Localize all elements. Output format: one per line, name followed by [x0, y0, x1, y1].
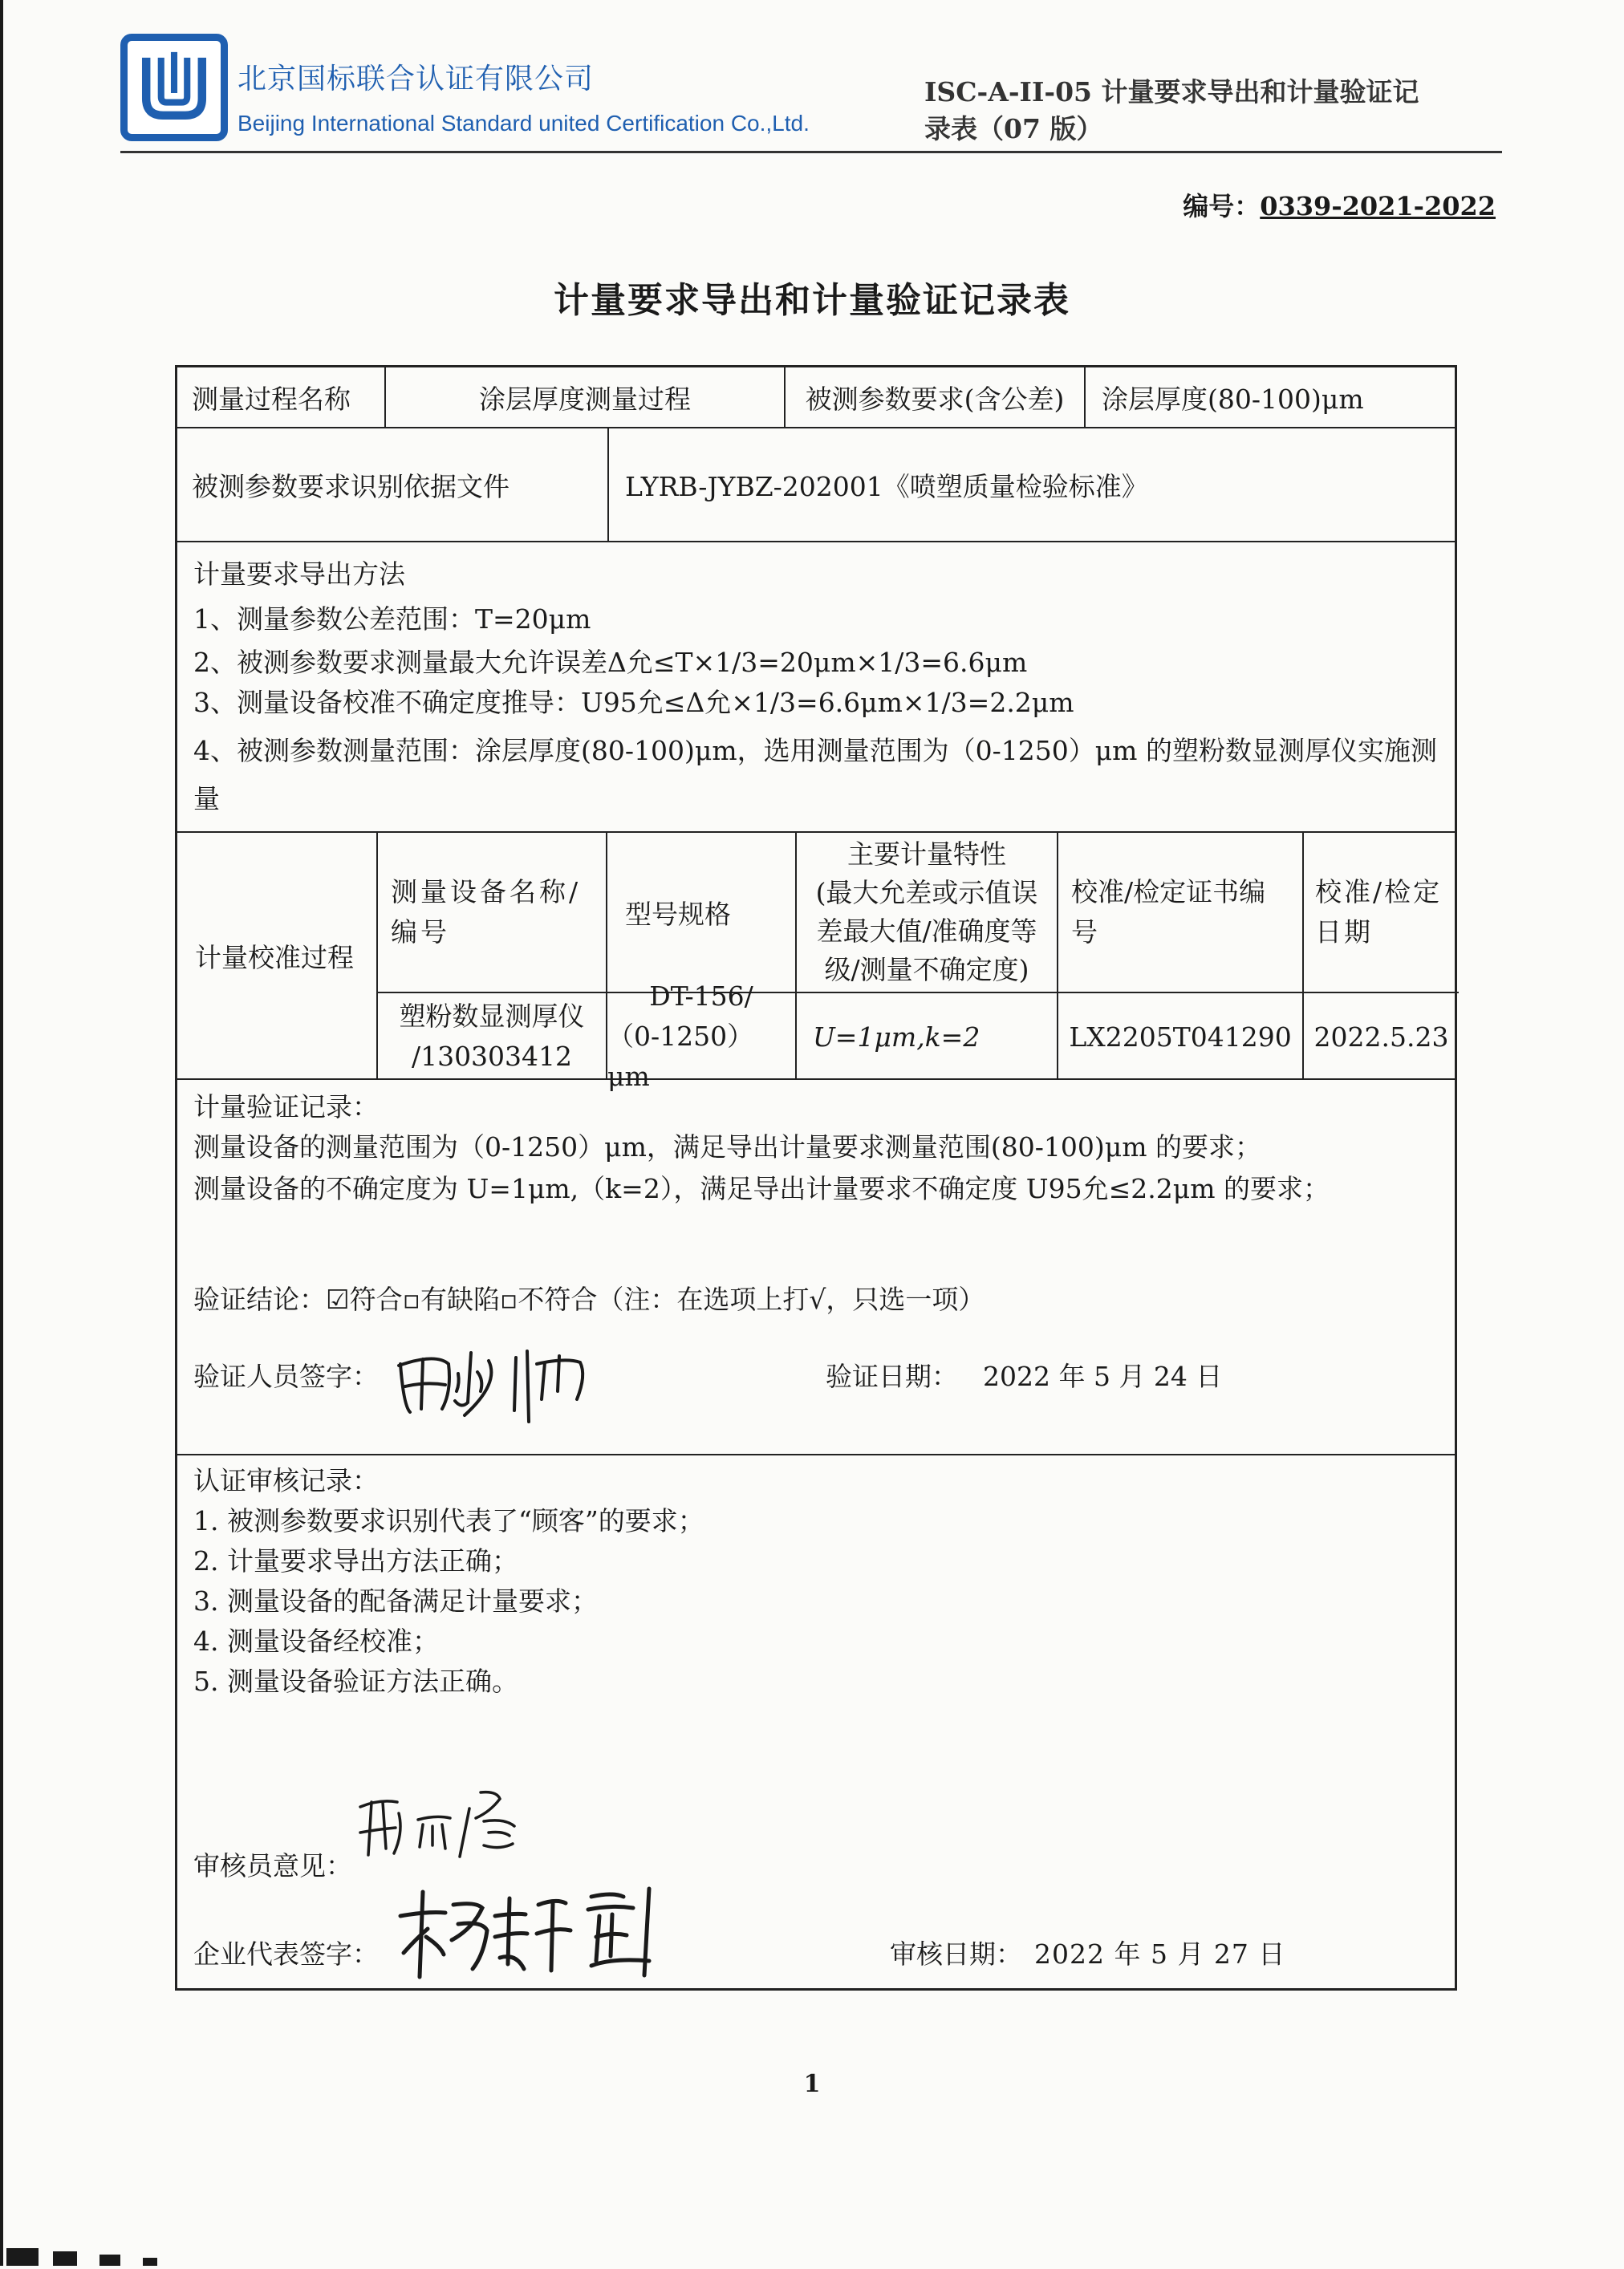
metrological-characteristic: U=1μm,k=2	[795, 993, 1057, 1080]
company-logo	[120, 34, 228, 141]
page-number: 1	[803, 2070, 821, 2098]
header-model: 型号规格	[606, 833, 795, 992]
verification-conclusion: 验证结论：☑符合▫有缺陷▫不符合（注：在选项上打√，只选一项）	[193, 1284, 985, 1315]
verification-section	[177, 1080, 1455, 1455]
derivation-heading: 计量要求导出方法	[193, 558, 405, 590]
record-number	[1183, 186, 1496, 223]
basis-document-value: LYRB-JYBZ-202001《喷塑质量检验标准》	[607, 428, 1457, 541]
verifier-signature	[388, 1335, 604, 1423]
derivation-item: 量	[193, 783, 220, 814]
derivation-section	[177, 542, 1455, 833]
auditor-signature	[355, 1784, 524, 1865]
header-divider	[120, 151, 1502, 153]
calibration-date: 2022.5.23	[1302, 993, 1459, 1080]
scan-artifact	[0, 2243, 177, 2266]
param-requirement-value: 涂层厚度(80-100)μm	[1084, 367, 1457, 427]
audit-item: 2. 计量要求导出方法正确；	[193, 1545, 518, 1577]
audit-item: 4. 测量设备经校准；	[193, 1626, 439, 1657]
form-title: 计量要求导出和计量验证记录表	[554, 280, 1070, 321]
company-name-cn: 北京国标联合认证有限公司	[238, 63, 595, 95]
document-code-line2: 录表（07 版）	[924, 113, 1103, 144]
verification-date-label: 验证日期：	[826, 1361, 958, 1392]
audit-item: 1. 被测参数要求识别代表了“顾客”的要求；	[193, 1505, 704, 1536]
device-name-line: 塑粉数显测厚仪	[399, 1001, 585, 1032]
model-line: DT-156/	[649, 980, 753, 1012]
param-requirement-label: 被测参数要求(含公差)	[784, 367, 1084, 427]
header-spec-line: 主要计量特性	[847, 838, 1006, 870]
derivation-item: 4、被测参数测量范围：涂层厚度(80-100)μm，选用测量范围为（0-1250）μm 的塑粉数显测厚仪实施测	[193, 735, 1437, 766]
header-date: 校准/检定日期	[1302, 833, 1459, 992]
process-row	[177, 367, 1455, 428]
record-table	[175, 365, 1457, 1991]
document-code	[924, 74, 1454, 148]
document-code-line1: ISC-A-II-05 计量要求导出和计量验证记	[924, 76, 1419, 108]
calibration-section	[177, 833, 1455, 1092]
calibration-data-row	[378, 980, 1459, 1092]
derivation-item: 2、被测参数要求测量最大允许误差Δ允≤T×1/3=20μm×1/3=6.6μm	[193, 647, 1028, 678]
audit-date-value: 2022 年 5 月 27 日	[1034, 1938, 1286, 1970]
device-id-line: /130303412	[411, 1041, 573, 1072]
header-cert: 校准/检定证书编号	[1057, 833, 1302, 992]
auditor-opinion-label: 审核员意见：	[193, 1850, 352, 1881]
scan-edge	[0, 0, 3, 2266]
header-spec-line: 差最大值/准确度等	[816, 915, 1037, 947]
company-name-en: Beijing International Standard united Certification Co.,Ltd.	[238, 111, 810, 136]
verification-line: 测量设备的测量范围为（0-1250）μm，满足导出计量要求测量范围(80-100)μm 的要求；	[193, 1131, 1261, 1163]
record-number-label: 编号：	[1183, 191, 1261, 221]
device-name	[378, 993, 606, 1080]
audit-heading: 认证审核记录：	[193, 1465, 379, 1496]
certificate-number: LX2205T041290	[1057, 993, 1302, 1080]
basis-document-row	[177, 428, 1455, 542]
audit-item: 3. 测量设备的配备满足计量要求；	[193, 1585, 598, 1617]
audit-item: 5. 测量设备验证方法正确。	[193, 1666, 518, 1697]
calibration-header-row	[378, 833, 1459, 993]
basis-document-label: 被测参数要求识别依据文件	[192, 470, 510, 502]
calibration-grid	[376, 833, 1459, 1092]
header-spec-line: 级/测量不确定度)	[824, 954, 1029, 985]
header-spec-line: (最大允差或示值误	[815, 877, 1038, 908]
derivation-item: 1、测量参数公差范围：T=20μm	[193, 603, 591, 635]
verifier-label: 验证人员签字：	[193, 1361, 379, 1392]
verification-date-value: 2022 年 5 月 24 日	[983, 1361, 1223, 1392]
process-name-value: 涂层厚度测量过程	[384, 367, 784, 427]
header-device: 测量设备名称/编号	[391, 876, 582, 948]
model-spec	[606, 980, 795, 1092]
verification-heading: 计量验证记录：	[193, 1091, 379, 1122]
range-line: （0-1250）μm	[607, 1021, 754, 1092]
audit-date-label: 审核日期：	[890, 1938, 1022, 1970]
calibration-label: 计量校准过程	[195, 941, 354, 973]
record-number-value: 0339-2021-2022	[1260, 191, 1496, 221]
process-name-label: 测量过程名称	[192, 383, 351, 415]
derivation-item: 3、测量设备校准不确定度推导：U95允≤Δ允×1/3=6.6μm×1/3=2.2μm	[193, 687, 1074, 718]
header-spec	[795, 833, 1057, 992]
audit-section	[177, 1455, 1455, 1988]
verification-line: 测量设备的不确定度为 U=1μm,（k=2），满足导出计量要求不确定度 U95允≤2.2μm 的要求；	[193, 1173, 1330, 1204]
company-rep-label: 企业代表签字：	[193, 1938, 379, 1970]
company-rep-signature	[396, 1881, 660, 1983]
